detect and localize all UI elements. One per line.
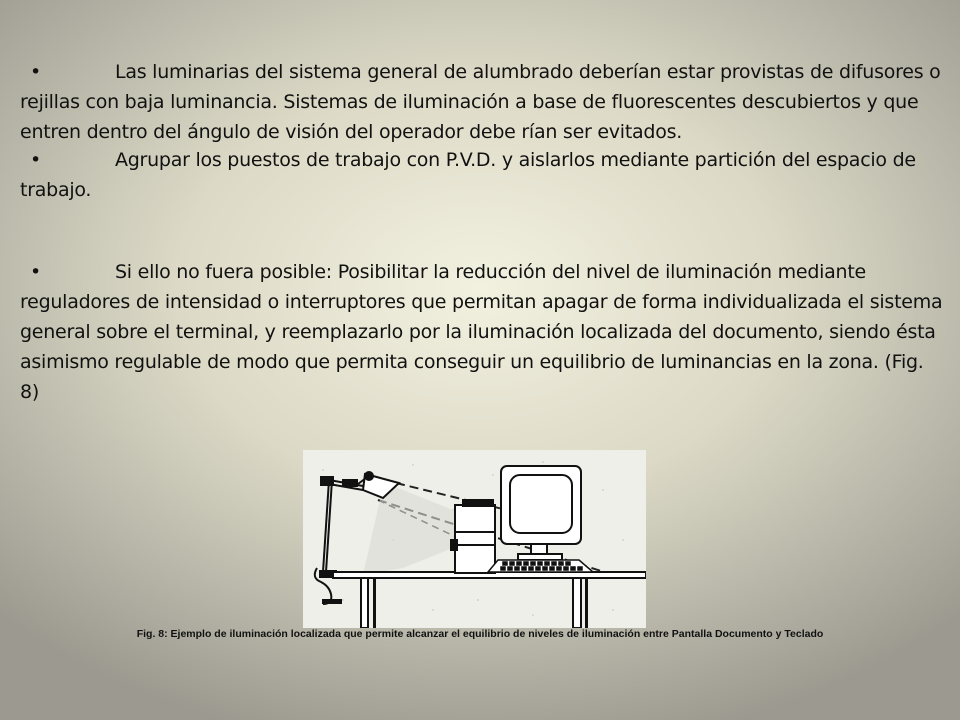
bullet: • (30, 149, 41, 171)
paragraph-text: Si ello no fuera posible: Posibilitar la reducción del nivel de iluminación mediante reguladores de intensidad o interruptores que permitan apagar de forma individualizada el sistema general sobre el terminal, y reemplazarlo por la iluminación localizada del documento, siendo ésta asimismo regulable de modo que permita conseguir un equilibrio de luminancias en la zona. (Fig. 8) (20, 261, 943, 403)
paragraph-luminarias (20, 57, 945, 147)
paragraph-text: Agrupar los puestos de trabajo con P.V.D. y aislarlos mediante partición del espacio de trabajo. (20, 149, 916, 201)
document-holder (451, 500, 495, 573)
workstation-illustration (303, 450, 646, 628)
paragraph-reduccion (20, 257, 945, 407)
figure-caption: Fig. 8: Ejemplo de iluminación localizada que permite alcanzar el equilibrio de niveles de iluminación entre Pantalla Documento y Teclado (136, 628, 824, 640)
bullet: • (30, 61, 41, 83)
bullet: • (30, 261, 41, 283)
figure-illustration (303, 450, 646, 628)
paragraph-text: Las luminarias del sistema general de alumbrado deberían estar provistas de difusores o rejillas con baja luminancia. Sistemas de iluminación a base de fluorescentes descubiertos y que entren dentro del ángulo de visión del operador debe rían ser evitados. (20, 61, 941, 143)
paragraph-agrupar (20, 145, 945, 205)
keyboard (488, 560, 593, 572)
